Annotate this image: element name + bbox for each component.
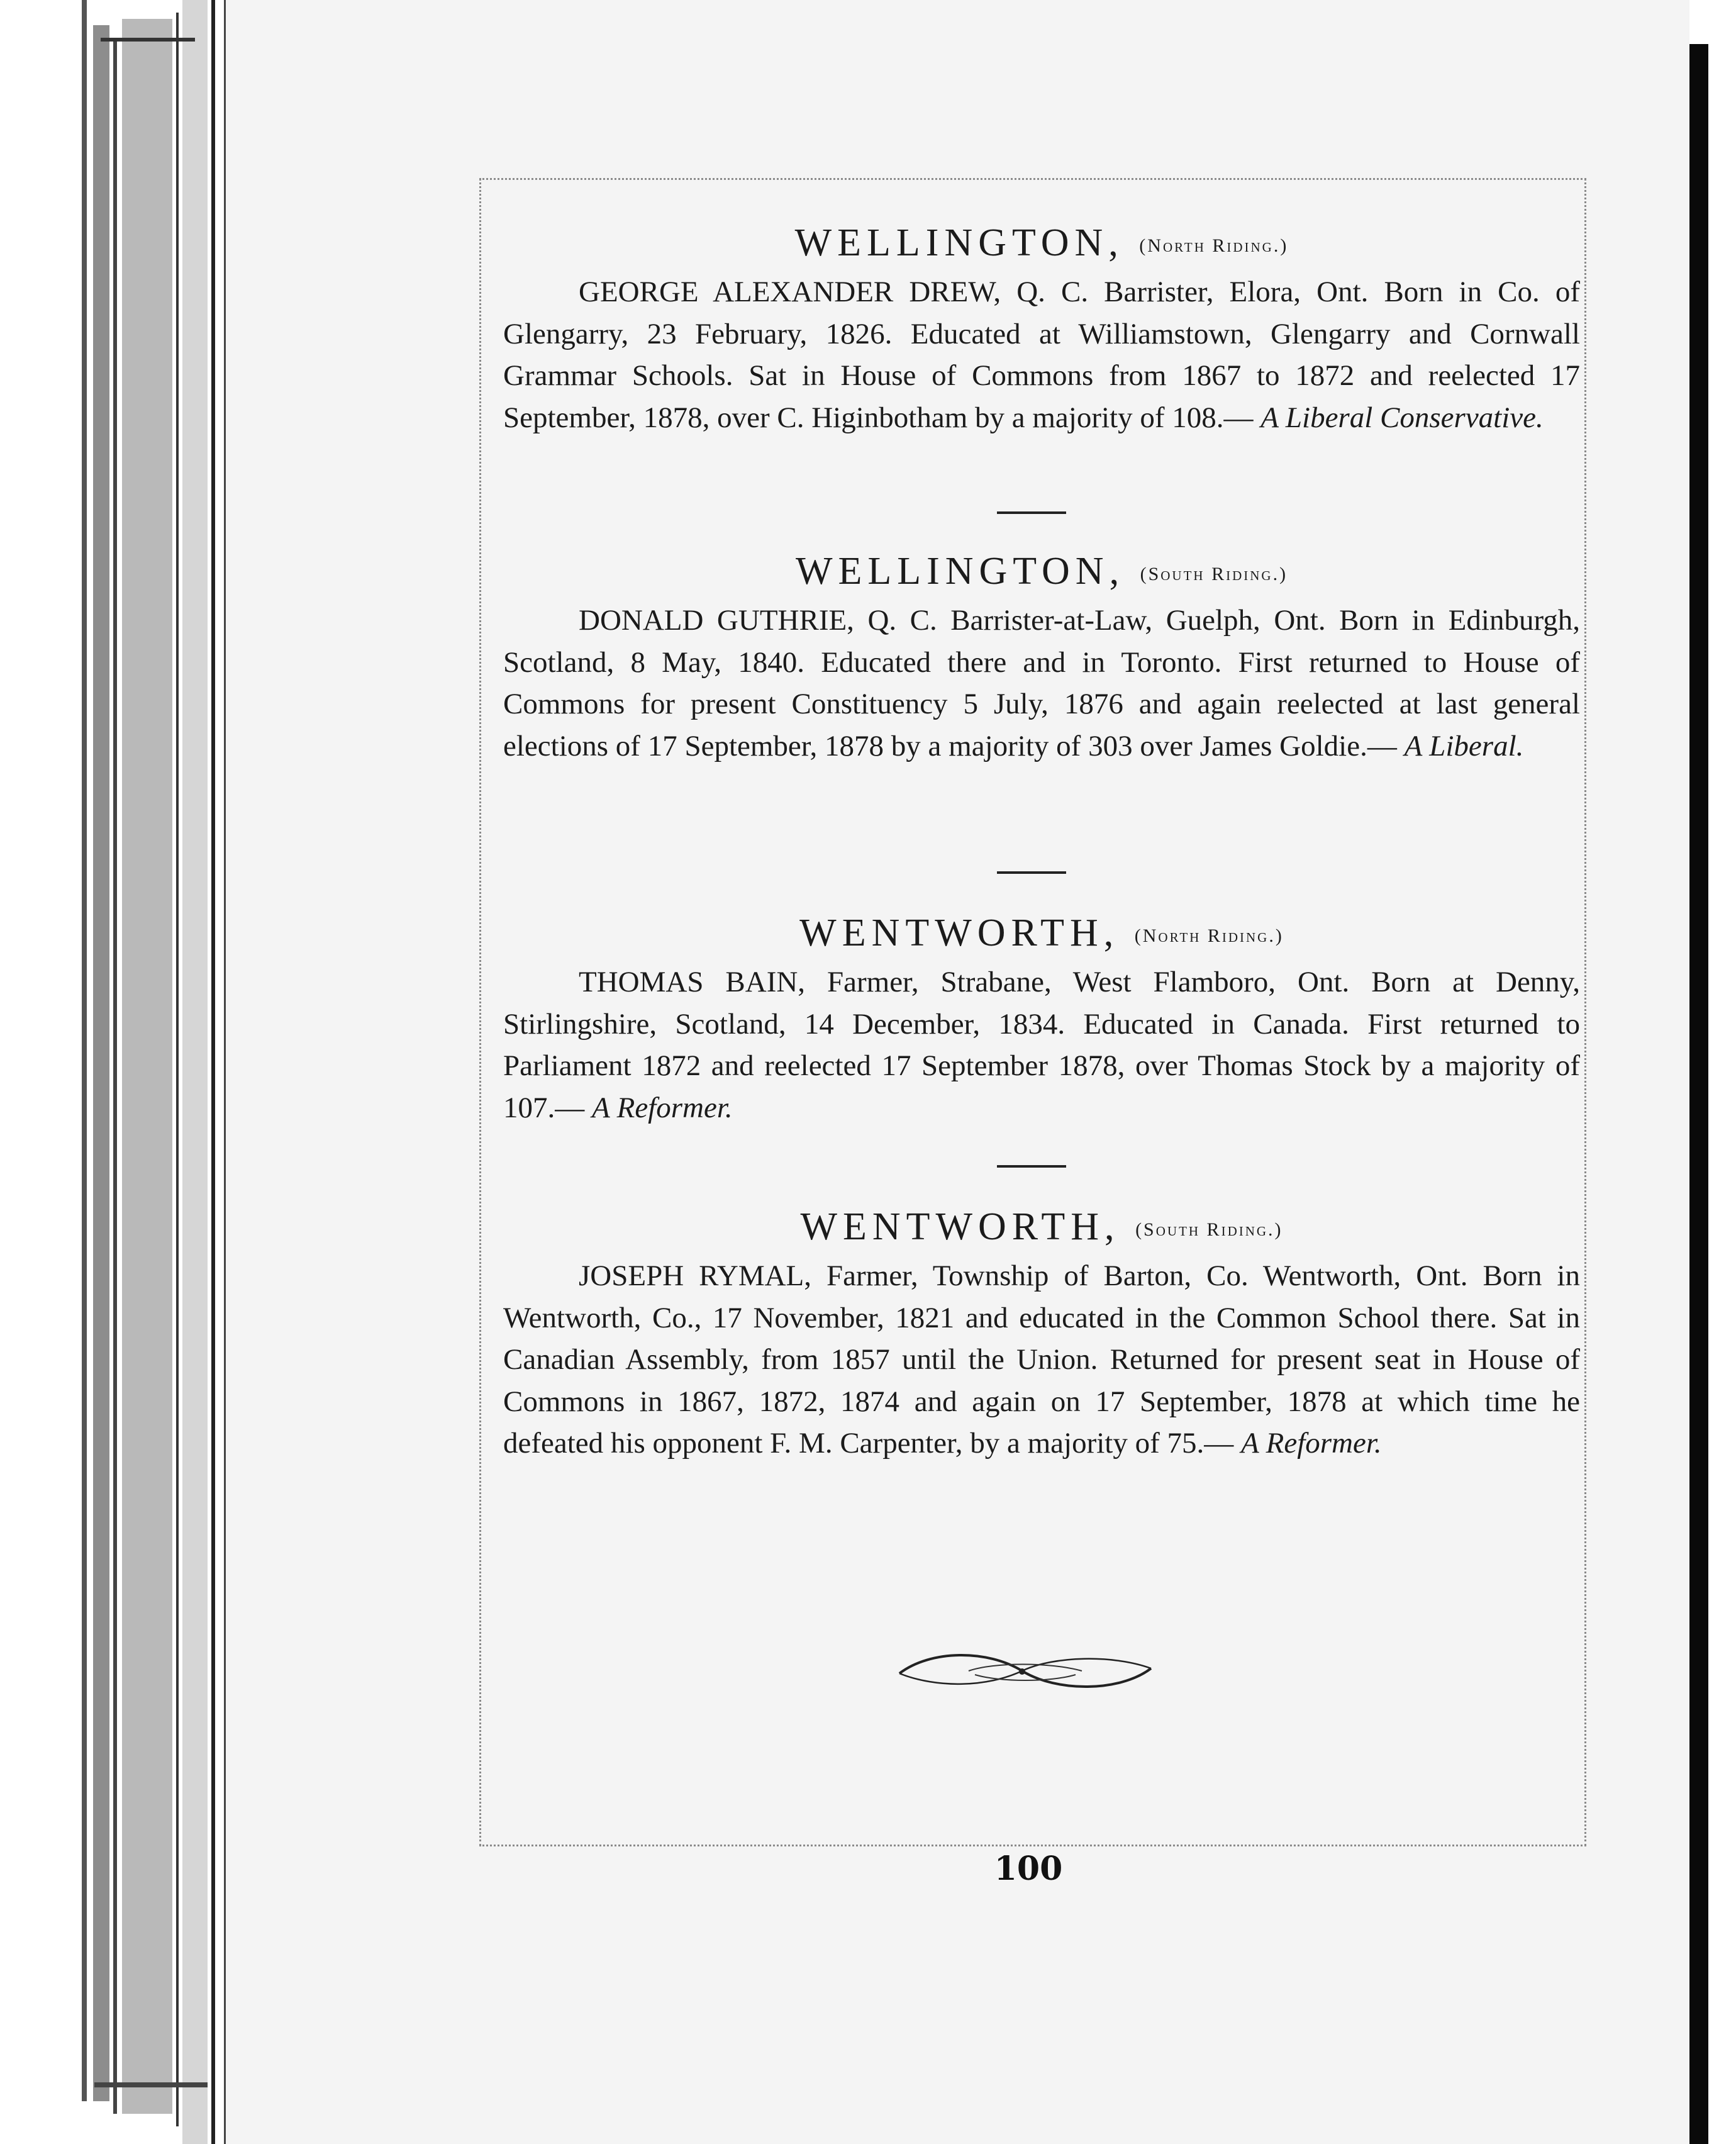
party-affiliation: A Reformer. xyxy=(592,1091,733,1124)
section-divider xyxy=(997,871,1066,874)
constituency-heading xyxy=(503,218,1580,271)
book-edge-illustration xyxy=(0,0,233,2144)
bio-text: DONALD GUTHRIE, Q. C. Barrister-at-Law, Guelph, Ont. Born in Edinburgh, Scotland, 8 May, 1840. Educated there and in Toronto. First returned to House of Commons for present Constituency 5 July, 1876 and again reelected at last general elections of 17 September, 1878 by a majority of 303 over James Goldie.— xyxy=(503,604,1580,762)
riding-label: (North Riding.) xyxy=(1139,235,1289,256)
member-bio xyxy=(503,271,1580,438)
party-affiliation: A Liberal. xyxy=(1404,729,1524,762)
constituency-name: WENTWORTH, xyxy=(799,912,1120,954)
section-divider xyxy=(997,1165,1066,1168)
member-bio xyxy=(503,600,1580,767)
entry-wentworth-north xyxy=(503,908,1580,1129)
section-divider xyxy=(997,511,1066,514)
constituency-name: WELLINGTON, xyxy=(794,221,1124,264)
constituency-heading xyxy=(503,546,1580,600)
entry-wellington-south xyxy=(503,546,1580,767)
constituency-heading xyxy=(503,1202,1580,1255)
constituency-name: WELLINGTON, xyxy=(795,550,1125,593)
constituency-heading xyxy=(503,908,1580,961)
entry-wellington-north xyxy=(503,218,1580,438)
party-affiliation: A Reformer. xyxy=(1241,1427,1382,1460)
entry-wentworth-south xyxy=(503,1202,1580,1465)
party-affiliation: A Liberal Conservative. xyxy=(1260,401,1544,434)
bio-text: JOSEPH RYMAL, Farmer, Township of Barton, Co. Wentworth, Ont. Born in Wentworth, Co., 17 November, 1821 and educated in the Common School there. Sat in Canadian Assembly, from 1857 until the Union. Returned for present seat in House of Commons in 1867, 1872, 1874 and again on 17 September, 1878 at which time he defeated his opponent F. M. Carpenter, by a majority of 75.— xyxy=(503,1259,1580,1460)
riding-label: (North Riding.) xyxy=(1134,925,1284,946)
right-page-edge xyxy=(1689,0,1736,2144)
member-bio xyxy=(503,961,1580,1129)
riding-label: (South Riding.) xyxy=(1135,1219,1283,1240)
flourish-ornament-icon xyxy=(893,1643,1157,1700)
riding-label: (South Riding.) xyxy=(1140,564,1288,584)
bio-text: THOMAS BAIN, Farmer, Strabane, West Flamboro, Ont. Born at Denny, Stirlingshire, Scotland, 14 December, 1834. Educated in Canada. First returned to Parliament 1872 and reelected 17 September 1878, over Thomas Stock by a majority of 107.— xyxy=(503,966,1580,1124)
bio-text: GEORGE ALEXANDER DREW, Q. C. Barrister, Elora, Ont. Born in Co. of Glengarry, 23 February, 1826. Educated at Williamstown, Glengarry and Cornwall Grammar Schools. Sat in House of Commons from 1867 to 1872 and reelected 17 September, 1878, over C. Higinbotham by a majority of 108.— xyxy=(503,276,1580,434)
constituency-name: WENTWORTH, xyxy=(800,1205,1120,1248)
member-bio xyxy=(503,1255,1580,1465)
page-number: 100 xyxy=(994,1850,1063,1888)
